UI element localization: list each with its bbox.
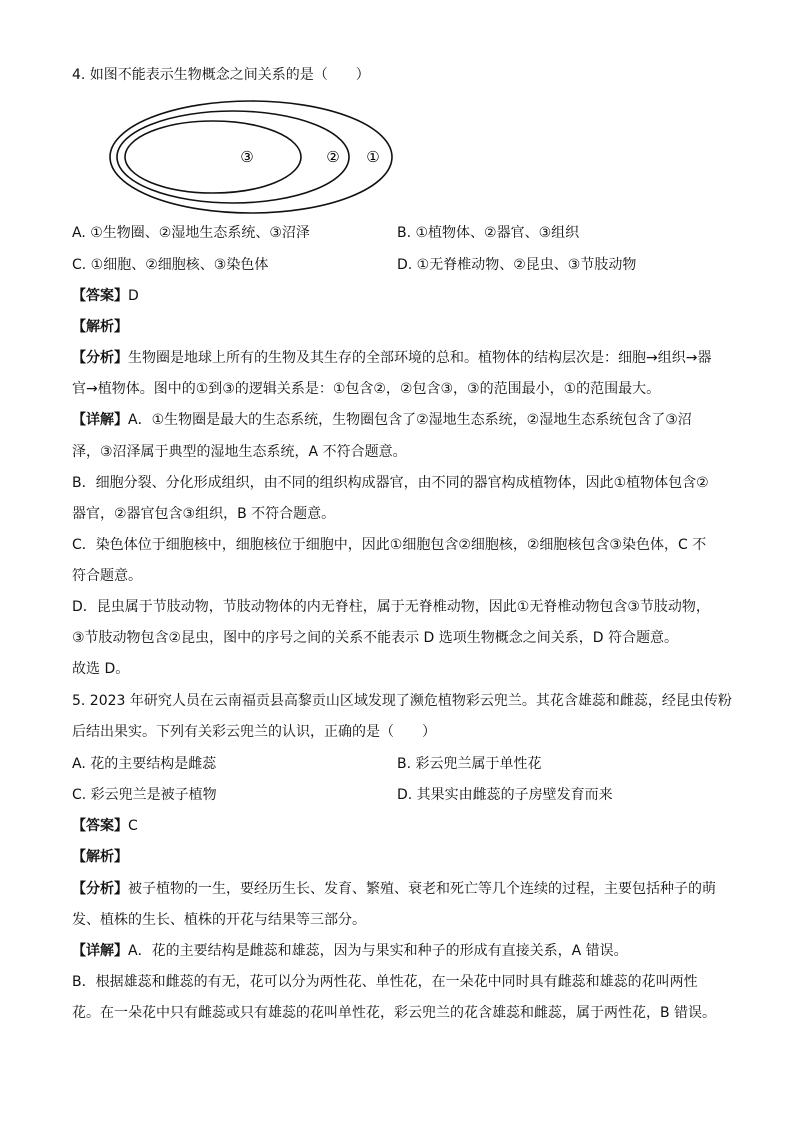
q4-fenxi-line1 bbox=[72, 349, 711, 367]
q4-conclusion: 故选 D。 bbox=[72, 661, 130, 677]
q5-option-a: A. 花的主要结构是雌蕊 bbox=[72, 756, 217, 772]
q5-stem-line1: 5. 2023 年研究人员在云南福贡县高黎贡山区域发现了濒危植物彩云兜兰。其花含雄蕊和雌蕊，经昆虫传粉 bbox=[72, 693, 732, 709]
answer-tag: 【答案】 bbox=[72, 818, 128, 834]
q4-option-b: B. ①植物体、②器官、③组织 bbox=[397, 225, 580, 241]
q4-xiangjie-c2: 符合题意。 bbox=[72, 568, 142, 584]
q4-analysis-tag: 【解析】 bbox=[72, 319, 128, 335]
q5-xiangjie-a1 bbox=[72, 942, 628, 960]
fenxi-text: 被子植物的一生，要经历生长、发育、繁殖、衰老和死亡等几个连续的过程，主要包括种子的萌 bbox=[128, 881, 716, 897]
q4-xiangjie-b1: B．细胞分裂、分化形成组织，由不同的组织构成器官，由不同的器官构成植物体，因此①植物体包含② bbox=[72, 475, 709, 491]
q4-stem: 4. 如图不能表示生物概念之间关系的是（ ） bbox=[72, 67, 370, 83]
fenxi-tag: 【分析】 bbox=[72, 881, 128, 897]
q4-option-c: C. ①细胞、②细胞核、③染色体 bbox=[72, 257, 269, 273]
label-1: ① bbox=[366, 148, 380, 166]
q4-answer-line bbox=[72, 287, 139, 305]
fenxi-tag: 【分析】 bbox=[72, 350, 128, 366]
q4-xiangjie-b2: 器官，②器官包含③组织，B 不符合题意。 bbox=[72, 506, 336, 522]
q5-fenxi-line2: 发、植株的生长、植株的开花与结果等三部分。 bbox=[72, 912, 366, 928]
q4-xiangjie-a2: 泽，③沼泽属于典型的湿地生态系统，A 不符合题意。 bbox=[72, 444, 407, 460]
q4-xiangjie-d2: ③节肢动物包含②昆虫，图中的序号之间的关系不能表示 D 选项生物概念之间关系，D 符合题意。 bbox=[72, 630, 679, 646]
q4-xiangjie-a1 bbox=[72, 411, 692, 429]
q5-xiangjie-b1: B．根据雄蕊和雌蕊的有无，花可以分为两性花、单性花，在一朵花中同时具有雌蕊和雄蕊的花叫两性 bbox=[72, 974, 698, 990]
q5-option-d: D. 其果实由雌蕊的子房壁发育而来 bbox=[397, 787, 613, 803]
q5-option-c: C. 彩云兜兰是被子植物 bbox=[72, 787, 217, 803]
label-2: ② bbox=[326, 148, 340, 166]
answer-value: C bbox=[128, 818, 138, 834]
answer-value: D bbox=[128, 288, 139, 304]
xiangjie-tag: 【详解】 bbox=[72, 943, 128, 959]
q5-xiangjie-b2: 花。在一朵花中只有雌蕊或只有雄蕊的花叫单性花，彩云兜兰的花含雄蕊和雌蕊，属于两性花，B 错误。 bbox=[72, 1005, 717, 1021]
answer-tag: 【答案】 bbox=[72, 288, 128, 304]
q5-answer-line bbox=[72, 817, 138, 835]
q4-option-d: D. ①无脊椎动物、②昆虫、③节肢动物 bbox=[397, 257, 637, 273]
q5-option-b: B. 彩云兜兰属于单性花 bbox=[397, 756, 542, 772]
q4-option-a: A. ①生物圈、②湿地生态系统、③沼泽 bbox=[72, 225, 310, 241]
label-3: ③ bbox=[240, 148, 254, 166]
q4-xiangjie-d1: D．昆虫属于节肢动物，节肢动物体的内无脊柱，属于无脊椎动物，因此①无脊椎动物包含③节肢动物， bbox=[72, 599, 710, 615]
q5-fenxi-line1 bbox=[72, 880, 716, 898]
q5-analysis-tag: 【解析】 bbox=[72, 849, 128, 865]
q4-xiangjie-c1: C．染色体位于细胞核中，细胞核位于细胞中，因此①细胞包含②细胞核，②细胞核包含③染色体，C 不 bbox=[72, 537, 707, 553]
fenxi-text: 生物圈是地球上所有的生物及其生存的全部环境的总和。植物体的结构层次是：细胞→组织→器 bbox=[128, 350, 712, 366]
ellipse-inner-3 bbox=[125, 121, 301, 193]
ellipse-middle-2 bbox=[117, 111, 349, 203]
xiangjie-text: A．①生物圈是最大的生态系统，生物圈包含了②湿地生态系统，②湿地生态系统包含了③沼 bbox=[128, 412, 692, 428]
q5-stem-line2: 后结出果实。下列有关彩云兜兰的认识，正确的是（ ） bbox=[72, 724, 436, 740]
xiangjie-tag: 【详解】 bbox=[72, 412, 128, 428]
xiangjie-text: A．花的主要结构是雌蕊和雄蕊，因为与果实和种子的形成有直接关系，A 错误。 bbox=[128, 943, 628, 959]
q4-nested-ellipse-diagram bbox=[105, 97, 405, 217]
q4-fenxi-line2: 官→植物体。图中的①到③的逻辑关系是：①包含②，②包含③，③的范围最小，①的范围最大。 bbox=[72, 381, 661, 397]
